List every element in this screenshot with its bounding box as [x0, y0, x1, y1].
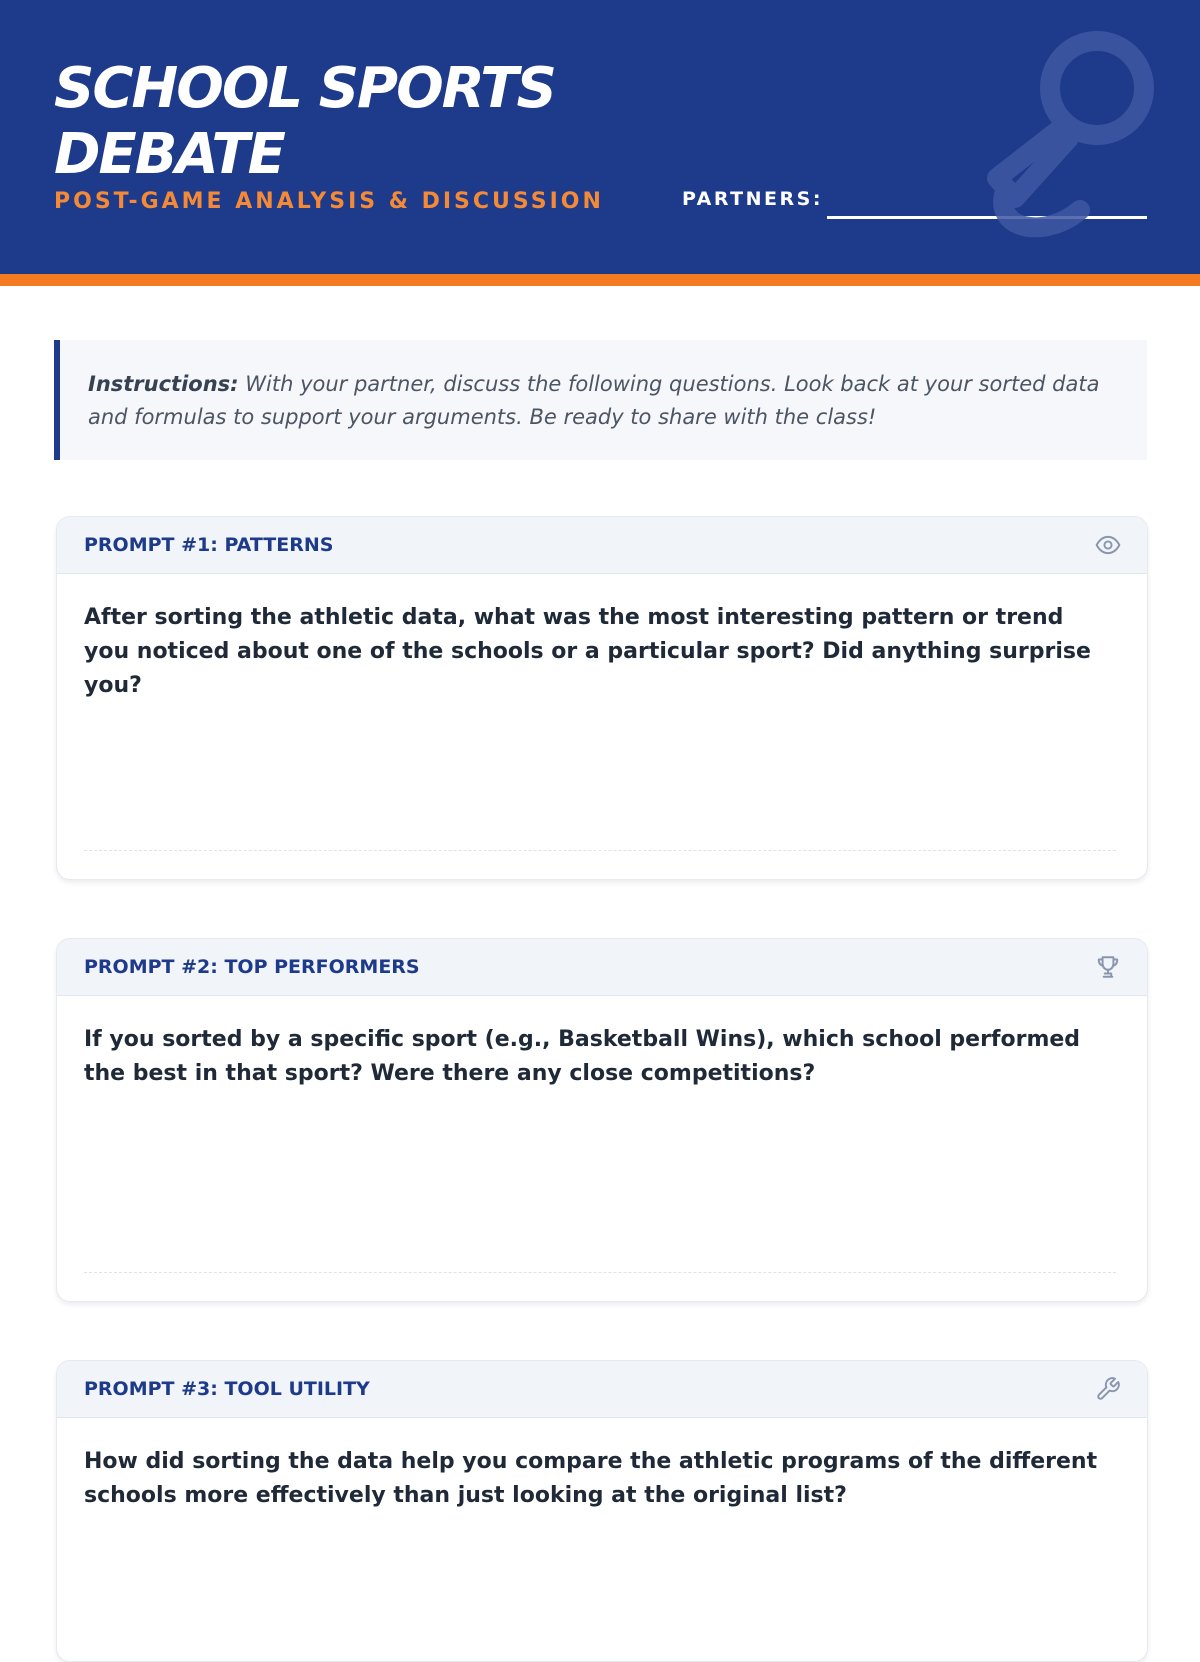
page-subtitle: POST-GAME ANALYSIS & DISCUSSION	[54, 189, 604, 214]
instructions-box	[54, 340, 1147, 460]
answer-line[interactable]	[84, 850, 1116, 851]
prompt-title: PROMPT #3: TOOL UTILITY	[84, 1378, 370, 1400]
prompt-card-1	[56, 516, 1148, 880]
answer-line[interactable]	[84, 1272, 1116, 1273]
prompt-card-3	[56, 1360, 1148, 1662]
wrench-icon	[1095, 1376, 1121, 1402]
prompt-card-2	[56, 938, 1148, 1302]
prompt-title: PROMPT #1: PATTERNS	[84, 534, 334, 556]
prompt-card-header	[57, 939, 1147, 996]
prompt-title: PROMPT #2: TOP PERFORMERS	[84, 956, 420, 978]
page-title: SCHOOL SPORTS DEBATE	[54, 56, 555, 187]
prompt-question: How did sorting the data help you compare the athletic programs of the different schools more effectively than just looking at the original list?	[84, 1449, 1098, 1508]
prompt-card-header	[57, 517, 1147, 574]
instructions-label: Instructions:	[88, 372, 239, 396]
prompt-question: After sorting the athletic data, what was the most interesting pattern or trend you noticed about one of the schools or a particular sport? Did anything surprise you?	[84, 605, 1091, 698]
header-accent-stripe	[0, 274, 1200, 286]
microphone-icon	[985, 30, 1165, 240]
instructions-text: With your partner, discuss the following questions. Look back at your sorted data and formulas to support your arguments. Be ready to share with the class!	[88, 372, 1100, 429]
header-banner	[0, 0, 1200, 274]
trophy-icon	[1095, 954, 1121, 980]
prompt-question: If you sorted by a specific sport (e.g., Basketball Wins), which school performed the best in that sport? Were there any close competitions?	[84, 1027, 1081, 1086]
eye-icon	[1095, 532, 1121, 558]
prompt-card-header	[57, 1361, 1147, 1418]
partners-label: PARTNERS:	[682, 188, 823, 210]
